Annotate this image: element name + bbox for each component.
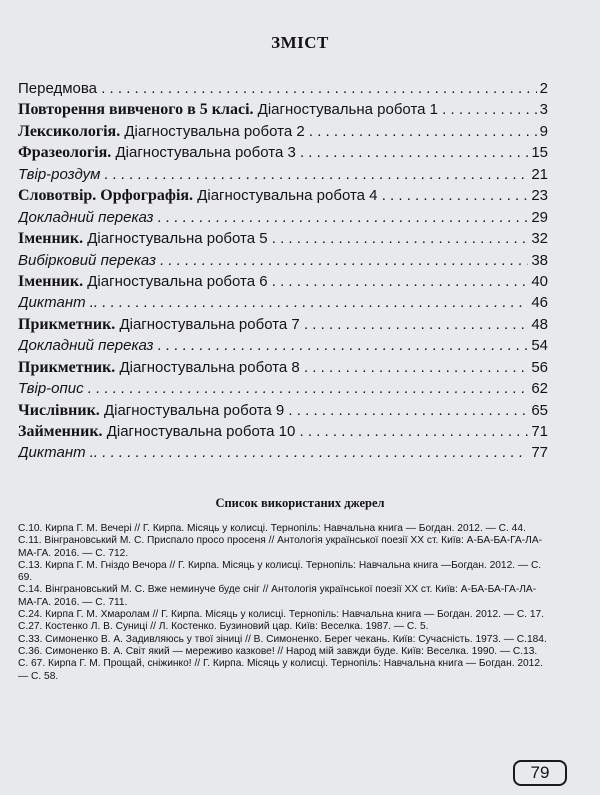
toc-entry	[18, 380, 548, 401]
toc-page-number: 71	[531, 423, 548, 440]
toc-entry-text: Діагностувальна робота 6	[83, 272, 268, 290]
toc-entry-text: Діагностувальна робота 2	[120, 122, 305, 140]
toc-entry	[18, 273, 548, 294]
toc-section-name: Лексикологія.	[18, 122, 121, 140]
toc-entry-text: Діагностувальна робота 4	[193, 187, 378, 205]
toc-entry-title	[18, 444, 528, 461]
toc-entry-text: Діагностувальна робота 5	[83, 230, 268, 248]
source-entry: С.36. Симоненко В. А. Світ який — мереживо казкове! // Народ мій завжди буде. Київ: Веселка. 1990. — С.13.	[18, 645, 538, 657]
toc-entry	[18, 294, 548, 315]
toc-section-name: Числівник.	[18, 401, 100, 419]
toc-entry	[18, 359, 548, 380]
toc-entry-text: Твір-роздум	[18, 165, 101, 183]
toc-page-number: 9	[539, 122, 548, 140]
toc-page-number: 32	[531, 230, 548, 248]
toc-entry	[18, 101, 548, 122]
toc-entry	[18, 187, 548, 208]
toc-entry-title	[18, 402, 528, 420]
toc-page-number: 21	[531, 165, 548, 183]
source-entry: С.27. Костенко Л. В. Суниці // Л. Костенко. Бузиновий цар. Київ: Веселка. 1987. — С. 5.	[18, 621, 429, 633]
toc-entry-title	[18, 187, 528, 205]
toc-entry-text: Діагностувальна робота 9	[99, 401, 285, 419]
toc-entry-text: Докладний переказ	[18, 337, 154, 355]
toc-entry	[18, 123, 548, 144]
toc-entry-title	[18, 209, 528, 226]
toc-page-number: 23	[531, 187, 548, 205]
toc-entry	[18, 230, 548, 251]
source-entry: С.14. Вінграновський М. С. Вже неминуче буде сніг // Антологія української поезії XX ст. Київ: А-БА-БА-ГА-ЛА-МА-ГА. 2016. — С. 711.	[18, 584, 537, 608]
toc-entry-title	[18, 101, 537, 119]
page-number: 79	[513, 760, 567, 786]
sources-list	[18, 523, 554, 683]
toc-section-name: Повторення вивченого в 5 класі.	[18, 101, 254, 119]
toc-section-name: Іменник.	[18, 272, 84, 290]
toc-page-number: 40	[531, 272, 548, 290]
toc-entry-text: Диктант ..	[18, 444, 99, 462]
toc-page-number: 3	[539, 101, 548, 119]
toc-entry-title	[18, 359, 528, 377]
toc-entry-title	[18, 337, 528, 354]
toc-section-name: Займенник.	[18, 423, 103, 440]
toc-entry	[18, 252, 548, 273]
toc-entry-title	[18, 123, 537, 141]
toc-entry-text: Передмова	[18, 80, 98, 97]
toc-entry-text: Діагностувальна робота 7	[115, 315, 300, 333]
toc-entry	[18, 209, 548, 230]
toc-entry-title	[18, 273, 528, 291]
toc-page-number: 46	[531, 294, 548, 312]
toc-page-number: 56	[531, 358, 548, 376]
page-title: ЗМІСТ	[271, 33, 329, 52]
toc-entry	[18, 423, 548, 444]
toc-section-name: Фразеологія.	[18, 144, 112, 162]
source-entry: С.10. Кирпа Г. М. Вечері // Г. Кирпа. Місяць у колисці. Тернопіль: Навчальна книга — Богдан. 2012. — С. 44.	[18, 523, 526, 534]
toc-page-number: 15	[531, 144, 548, 162]
toc-entry	[18, 337, 548, 358]
toc-page-number: 2	[539, 80, 548, 97]
toc-entry	[18, 80, 548, 101]
source-entry: С.33. Симоненко В. А. Задивляюсь у твої зіниці // В. Симоненко. Берег чекань. Київ: Сучасність. 1973. — С.184.	[18, 633, 547, 645]
source-entry: С. 67. Кирпа Г. М. Прощай, сніжинко! // Г. Кирпа. Місяць у колисці. Тернопіль: Навчальна книга — Богдан. 2012. — С. 58.	[18, 658, 543, 682]
toc-entry-title	[18, 423, 528, 441]
toc-page-number: 29	[531, 208, 548, 226]
source-entry: С.11. Вінграновський М. С. Приспало просо просеня // Антологія української поезії XX ст. Київ: А-БА-БА-ГА-ЛА-МА-ГА. 2016. — С. 712.	[18, 535, 543, 559]
toc-page-number: 77	[531, 444, 548, 462]
toc-entry-title	[18, 252, 528, 269]
toc-entry-text: Діагностувальна робота 10	[102, 423, 296, 440]
toc-entry	[18, 166, 548, 187]
toc-entry-text: Діагностувальна робота 1	[253, 101, 438, 119]
toc-section-name: Іменник.	[18, 230, 84, 248]
toc-entry-text: Диктант ..	[18, 294, 99, 312]
toc-page-number: 38	[531, 251, 548, 269]
toc-entry-title	[18, 80, 537, 97]
toc-entry-title	[18, 316, 528, 334]
toc-entry-text: Вибірковий переказ	[18, 251, 156, 269]
toc-page-number: 48	[531, 315, 548, 333]
table-of-contents	[18, 80, 548, 466]
source-entry: С.13. Кирпа Г. М. Гніздо Вечора // Г. Кирпа. Місяць у колисці. Тернопіль: Навчальна книга —Богдан. 2012. — С. 69.	[18, 559, 542, 584]
toc-page-number: 54	[531, 337, 548, 355]
toc-entry-title	[18, 230, 528, 248]
toc-entry-text: Твір-опис	[18, 380, 84, 398]
toc-entry-text: Докладний переказ	[18, 208, 154, 226]
source-entry: С.24. Кирпа Г. М. Хмаролам // Г. Кирпа. Місяць у колисці. Тернопіль: Навчальна книга — Богдан. 2012. — С. 17.	[18, 609, 544, 621]
toc-entry-text: Діагностувальна робота 8	[115, 358, 300, 376]
toc-entry-title	[18, 144, 528, 162]
toc-page-number: 65	[531, 401, 548, 419]
sources-title: Список використаних джерел	[215, 496, 385, 510]
toc-entry-text: Діагностувальна робота 3	[111, 144, 296, 162]
toc-entry-title	[18, 380, 528, 397]
toc-entry	[18, 402, 548, 423]
toc-entry	[18, 144, 548, 165]
toc-entry	[18, 444, 548, 465]
toc-section-name: Прикметник.	[18, 315, 116, 333]
toc-page-number: 62	[531, 380, 548, 398]
toc-entry-title	[18, 294, 528, 311]
toc-entry-title	[18, 166, 528, 183]
toc-section-name: Словотвір. Орфографія.	[18, 187, 194, 205]
toc-entry	[18, 316, 548, 337]
toc-section-name: Прикметник.	[18, 358, 116, 376]
